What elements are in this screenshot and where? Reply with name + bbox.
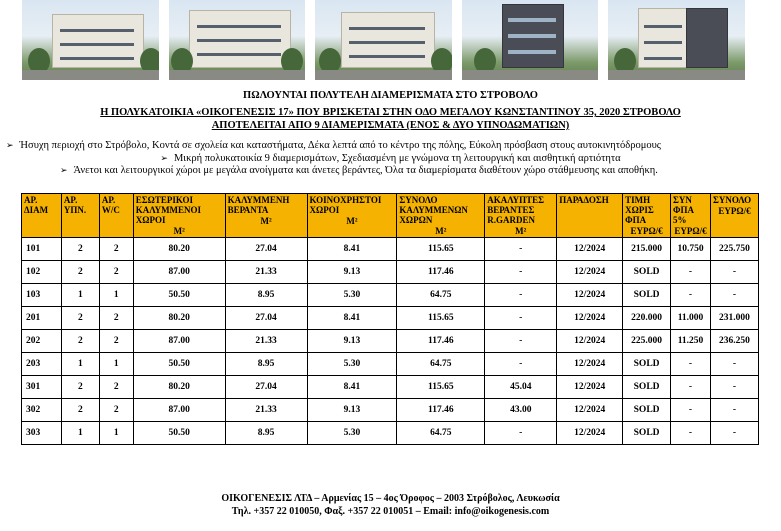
table-cell: 10.750	[671, 238, 711, 261]
table-cell: 101	[22, 238, 62, 261]
building-render-photo-5	[608, 0, 745, 80]
table-cell: 8.41	[307, 376, 397, 399]
table-cell: 1	[61, 422, 99, 445]
arrow-bullet-icon: ➢	[160, 153, 168, 164]
table-cell: 87.00	[133, 399, 225, 422]
column-header	[133, 194, 225, 238]
table-row	[22, 238, 759, 261]
table-row	[22, 376, 759, 399]
column-header-label: ΑΡ. W/C	[101, 195, 120, 215]
table-cell: 50.50	[133, 422, 225, 445]
table-cell: -	[710, 284, 758, 307]
table-cell: SOLD	[623, 284, 671, 307]
table-cell: 2	[99, 307, 133, 330]
table-cell: 225.750	[710, 238, 758, 261]
table-row	[22, 307, 759, 330]
table-cell: 11.250	[671, 330, 711, 353]
column-header	[710, 194, 758, 238]
table-cell: 12/2024	[557, 422, 623, 445]
table-cell: 5.30	[307, 284, 397, 307]
building-render-photo-2	[169, 0, 306, 80]
table-cell: 301	[22, 376, 62, 399]
column-header-label: ΣΥΝΟΛΟ ΚΑΛΥΜΜΕΝΩΝ ΧΩΡΩΝ	[399, 195, 468, 225]
table-cell: 9.13	[307, 330, 397, 353]
table-cell: -	[710, 422, 758, 445]
column-header-unit: Μ²	[515, 226, 527, 236]
arrow-bullet-icon: ➢	[60, 166, 68, 176]
column-header	[307, 194, 397, 238]
column-header	[397, 194, 485, 238]
table-cell: 220.000	[623, 307, 671, 330]
building-address-line: Η ΠΟΛΥΚΑΤΟΙΚΙΑ «ΟΙΚΟΓΕΝΕΣΙΣ 17» ΠΟΥ ΒΡΙΣΚΕΤΑΙ ΣΤΗΝ ΟΔΟ ΜΕΓΑΛΟΥ ΚΩΝΣΤΑΝΤΙΝΟΥ 35, 2020 ΣΤΡΟΒΟΛΟ	[100, 107, 681, 118]
table-row	[22, 353, 759, 376]
apartments-summary-line: ΑΠΟΤΕΛΕΙΤΑΙ ΑΠΟ 9 ΔΙΑΜΕΡΙΣΜΑΤΑ (ΕΝΟΣ & ΔΥΟ ΥΠΝΟΔΩΜΑΤΙΩΝ)	[211, 120, 570, 131]
table-cell: 8.95	[225, 422, 307, 445]
table-cell: 236.250	[710, 330, 758, 353]
building-render-photo-4	[462, 0, 599, 80]
table-cell: 12/2024	[557, 353, 623, 376]
table-cell: 8.41	[307, 238, 397, 261]
table-cell: 8.41	[307, 307, 397, 330]
table-cell: 201	[22, 307, 62, 330]
table-header-row	[22, 194, 759, 238]
table-row	[22, 330, 759, 353]
table-cell: 103	[22, 284, 62, 307]
table-cell: -	[671, 261, 711, 284]
column-header-unit: ΕΥΡΩ/€	[674, 226, 707, 236]
table-cell: 9.13	[307, 399, 397, 422]
table-cell: 12/2024	[557, 307, 623, 330]
table-cell: 2	[99, 261, 133, 284]
table-cell: 302	[22, 399, 62, 422]
column-header	[671, 194, 711, 238]
column-header-label: ΚΑΛΥΜΜΕΝΗ ΒΕΡΑΝΤΑ	[227, 195, 290, 215]
table-cell: 11.000	[671, 307, 711, 330]
table-cell: 9.13	[307, 261, 397, 284]
table-cell: 21.33	[225, 330, 307, 353]
table-cell: 115.65	[397, 238, 485, 261]
column-header	[99, 194, 133, 238]
table-cell: 45.04	[485, 376, 557, 399]
table-cell: 50.50	[133, 353, 225, 376]
column-header-unit: ΕΥΡΩ/€	[630, 226, 663, 236]
table-cell: 2	[61, 307, 99, 330]
table-cell: -	[485, 330, 557, 353]
table-cell: 2	[99, 399, 133, 422]
table-cell: -	[671, 284, 711, 307]
table-cell: -	[485, 284, 557, 307]
table-cell: -	[671, 376, 711, 399]
table-row	[22, 399, 759, 422]
table-cell: 64.75	[397, 284, 485, 307]
table-cell: SOLD	[623, 376, 671, 399]
table-cell: 64.75	[397, 353, 485, 376]
table-cell: 2	[61, 399, 99, 422]
column-header	[485, 194, 557, 238]
column-header	[623, 194, 671, 238]
table-cell: 2	[99, 238, 133, 261]
table-cell: 2	[99, 330, 133, 353]
table-cell: -	[710, 353, 758, 376]
column-header-label: ΕΣΩΤΕΡΙΚΟΙ ΚΑΛΥΜΜΕΝΟΙ ΧΩΡΟΙ	[135, 195, 202, 225]
table-cell: 27.04	[225, 238, 307, 261]
column-header-label: ΑΚΑΛΥΠΤΕΣ ΒΕΡΑΝΤΕΣ R.GARDEN	[487, 195, 544, 225]
table-cell: 1	[61, 284, 99, 307]
column-header-unit: Μ²	[346, 216, 358, 226]
company-footer	[0, 492, 781, 518]
table-cell: 80.20	[133, 238, 225, 261]
table-cell: 1	[99, 284, 133, 307]
table-cell: 1	[99, 353, 133, 376]
table-cell: 2	[61, 376, 99, 399]
table-body	[22, 238, 759, 445]
table-row	[22, 284, 759, 307]
feature-item: ➢ Μικρή πολυκατοικία 9 διαμερισμάτων, Σχεδιασμένη με γνώμονα τη λειτουργική και αισθητική αρτιότητα	[160, 152, 621, 164]
company-contact: Τηλ. +357 22 010050, Φαξ. +357 22 010051 – Email: info@oikogenesis.com	[231, 506, 550, 517]
feature-item: ➢ Άνετοι και λειτουργικοί χώροι με μεγάλα ανοίγματα και άνετες βεράντες, Όλα τα διαμερίσματα διαθέτουν χώρο στάθμευσης και αποθήκη.	[60, 165, 658, 176]
table-cell: 115.65	[397, 376, 485, 399]
column-header	[557, 194, 623, 238]
table-cell: -	[485, 238, 557, 261]
table-cell: 12/2024	[557, 399, 623, 422]
table-cell: -	[485, 353, 557, 376]
table-cell: 2	[61, 238, 99, 261]
table-cell: 2	[99, 376, 133, 399]
table-cell: 2	[61, 330, 99, 353]
column-header-label: ΣΥΝΟΛΟ	[712, 195, 752, 205]
table-cell: SOLD	[623, 261, 671, 284]
building-render-photo-1	[22, 0, 159, 80]
table-cell: 117.46	[397, 330, 485, 353]
table-row	[22, 261, 759, 284]
feature-item: ➢ Ήσυχη περιοχή στο Στρόβολο, Κοντά σε σχολεία και καταστήματα, Δέκα λεπτά από το κέντρο της πόλης, Εύκολη πρόσβαση στους αυτοκινητόδρομους	[6, 140, 661, 151]
table-cell: 1	[99, 422, 133, 445]
table-cell: 203	[22, 353, 62, 376]
table-cell: 27.04	[225, 307, 307, 330]
table-cell: 80.20	[133, 376, 225, 399]
column-header-label: ΚΟΙΝΟΧΡΗΣΤΟΙ ΧΩΡΟΙ	[309, 195, 382, 215]
table-cell: 117.46	[397, 261, 485, 284]
table-cell: 80.20	[133, 307, 225, 330]
column-header-label: ΑΡ. ΔΙΑΜ	[24, 195, 49, 215]
table-cell: 64.75	[397, 422, 485, 445]
table-cell: -	[671, 422, 711, 445]
column-header	[61, 194, 99, 238]
table-cell: 225.000	[623, 330, 671, 353]
page-title: ΠΩΛΟΥΝΤΑΙ ΠΟΛΥΤΕΛΗ ΔΙΑΜΕΡΙΣΜΑΤΑ ΣΤΟ ΣΤΡΟΒΟΛΟ	[243, 90, 538, 101]
table-cell: 1	[61, 353, 99, 376]
table-cell: 87.00	[133, 330, 225, 353]
table-cell: 21.33	[225, 261, 307, 284]
column-header-label: ΠΑΡΑΔΟΣΗ	[559, 195, 609, 205]
table-cell: 5.30	[307, 353, 397, 376]
column-header	[22, 194, 62, 238]
table-cell: 50.50	[133, 284, 225, 307]
table-cell: -	[671, 399, 711, 422]
table-cell: -	[710, 261, 758, 284]
table-cell: 5.30	[307, 422, 397, 445]
table-cell: 12/2024	[557, 376, 623, 399]
table-cell: SOLD	[623, 399, 671, 422]
table-cell: 12/2024	[557, 284, 623, 307]
table-cell: -	[485, 307, 557, 330]
table-cell: 12/2024	[557, 330, 623, 353]
column-header-unit: Μ²	[260, 216, 272, 226]
column-header-unit: ΕΥΡΩ/€	[718, 206, 751, 216]
table-cell: -	[671, 353, 711, 376]
building-photos-strip	[22, 0, 745, 80]
column-header-label: ΤΙΜΗ ΧΩΡΙΣ ΦΠΑ	[625, 195, 654, 225]
table-cell: 12/2024	[557, 261, 623, 284]
table-cell: SOLD	[623, 353, 671, 376]
table-cell: -	[710, 399, 758, 422]
table-cell: 231.000	[710, 307, 758, 330]
table-cell: 43.00	[485, 399, 557, 422]
column-header-label: ΑΡ. ΥΠΝ.	[63, 195, 87, 215]
table-row	[22, 422, 759, 445]
column-header-unit: Μ²	[173, 226, 185, 236]
building-render-photo-3	[315, 0, 452, 80]
table-cell: 102	[22, 261, 62, 284]
table-cell: 8.95	[225, 353, 307, 376]
features-list	[0, 140, 781, 178]
table-cell: -	[710, 376, 758, 399]
table-cell: 8.95	[225, 284, 307, 307]
table-cell: -	[485, 422, 557, 445]
table-cell: 87.00	[133, 261, 225, 284]
table-cell: 12/2024	[557, 238, 623, 261]
company-address: ΟΙΚΟΓΕΝΕΣΙΣ ΛΤΔ – Αρμενίας 15 – 4ος Όροφος – 2003 Στρόβολος, Λευκωσία	[221, 493, 560, 504]
table-cell: 2	[61, 261, 99, 284]
column-header-unit: Μ²	[435, 226, 447, 236]
table-cell: 215.000	[623, 238, 671, 261]
column-header-label: ΣΥΝ ΦΠΑ 5%	[673, 195, 694, 225]
table-cell: 117.46	[397, 399, 485, 422]
table-cell: 303	[22, 422, 62, 445]
table-cell: 27.04	[225, 376, 307, 399]
table-cell: SOLD	[623, 422, 671, 445]
table-cell: 202	[22, 330, 62, 353]
table-cell: -	[485, 261, 557, 284]
arrow-bullet-icon: ➢	[6, 141, 14, 151]
table-cell: 21.33	[225, 399, 307, 422]
table-cell: 115.65	[397, 307, 485, 330]
apartments-table	[21, 193, 759, 445]
column-header	[225, 194, 307, 238]
